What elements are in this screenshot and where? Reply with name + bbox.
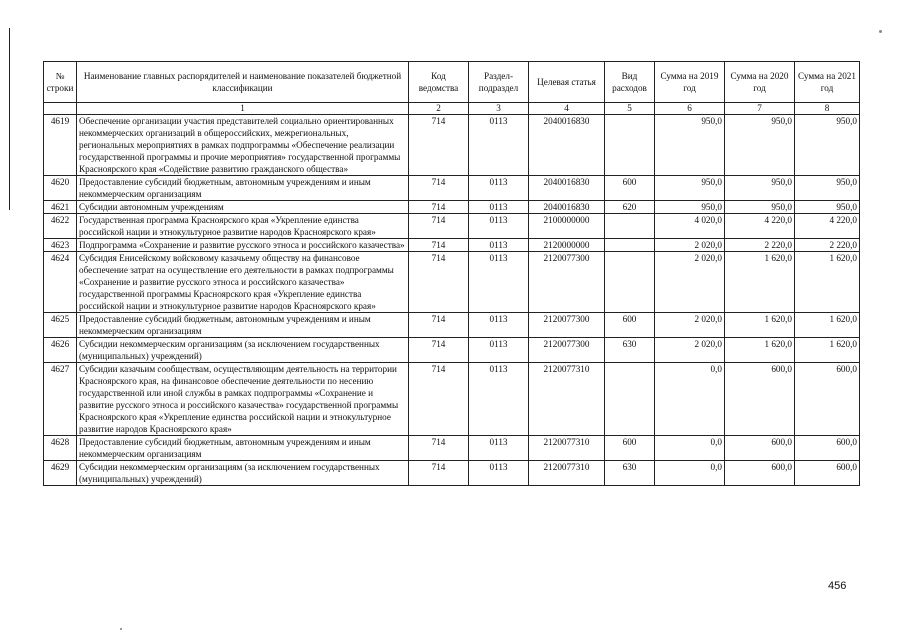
row-number: 4625 xyxy=(44,313,77,338)
row-name: Субсидии некоммерческим организациям (за исключением государственных (муниципальных) учреждений) xyxy=(77,338,409,363)
column-number: 4 xyxy=(529,103,605,115)
sum-2019: 950,0 xyxy=(655,176,725,201)
expense-type xyxy=(605,115,655,176)
header-sum-2020: Сумма на 2020 год xyxy=(725,62,795,103)
header-exp-type: Вид расходов xyxy=(605,62,655,103)
sum-2020: 1 620,0 xyxy=(725,313,795,338)
sum-2019: 950,0 xyxy=(655,115,725,176)
header-row-no: № строки xyxy=(44,62,77,103)
row-number: 4623 xyxy=(44,239,77,252)
row-name: Предоставление субсидий бюджетным, автономным учреждениям и иным некоммерческим организациям xyxy=(77,176,409,201)
sum-2021: 600,0 xyxy=(795,461,860,486)
row-name: Предоставление субсидий бюджетным, автономным учреждениям и иным некоммерческим организациям xyxy=(77,313,409,338)
sum-2020: 4 220,0 xyxy=(725,214,795,239)
table-row xyxy=(44,461,860,486)
sum-2019: 950,0 xyxy=(655,201,725,214)
dept-code: 714 xyxy=(409,363,469,436)
expense-type xyxy=(605,363,655,436)
header-sum-2019: Сумма на 2019 год xyxy=(655,62,725,103)
sum-2019: 0,0 xyxy=(655,363,725,436)
dept-code: 714 xyxy=(409,239,469,252)
column-number: 7 xyxy=(725,103,795,115)
section-code: 0113 xyxy=(469,115,529,176)
sum-2019: 0,0 xyxy=(655,436,725,461)
dept-code: 714 xyxy=(409,436,469,461)
sum-2020: 600,0 xyxy=(725,363,795,436)
target-article: 2100000000 xyxy=(529,214,605,239)
section-code: 0113 xyxy=(469,313,529,338)
row-name: Субсидии некоммерческим организациям (за исключением государственных (муниципальных) учреждений) xyxy=(77,461,409,486)
sum-2020: 600,0 xyxy=(725,461,795,486)
column-number: 6 xyxy=(655,103,725,115)
row-number: 4628 xyxy=(44,436,77,461)
table-row xyxy=(44,252,860,313)
expense-type xyxy=(605,252,655,313)
section-code: 0113 xyxy=(469,436,529,461)
target-article: 2120077310 xyxy=(529,461,605,486)
row-number: 4624 xyxy=(44,252,77,313)
section-code: 0113 xyxy=(469,239,529,252)
target-article: 2120077300 xyxy=(529,252,605,313)
column-number: 5 xyxy=(605,103,655,115)
table-row xyxy=(44,436,860,461)
sum-2020: 950,0 xyxy=(725,115,795,176)
table-row xyxy=(44,239,860,252)
target-article: 2040016830 xyxy=(529,176,605,201)
table-row xyxy=(44,201,860,214)
row-name: Субсидии казачьим сообществам, осуществляющим деятельность на территории Красноярского края, на финансовое обеспечение деятельности по несению государственной или иной службы в рамках подпрограммы «Сохранение и развитие русского этноса и российского казачества» государственной программы Красноярского края «Укрепление единства российской нации и этнокультурное развитие народов Красноярского края» xyxy=(77,363,409,436)
sum-2019: 2 020,0 xyxy=(655,313,725,338)
sum-2020: 600,0 xyxy=(725,436,795,461)
section-code: 0113 xyxy=(469,201,529,214)
scan-mark xyxy=(879,30,882,33)
header-name: Наименование главных распорядителей и наименование показателей бюджетной классификации xyxy=(77,62,409,103)
row-name: Предоставление субсидий бюджетным, автономным учреждениям и иным некоммерческим организациям xyxy=(77,436,409,461)
sum-2020: 950,0 xyxy=(725,176,795,201)
row-number: 4619 xyxy=(44,115,77,176)
row-name: Государственная программа Красноярского края «Укрепление единства российской нации и этнокультурное развитие народов Красноярского края» xyxy=(77,214,409,239)
row-number: 4627 xyxy=(44,363,77,436)
dept-code: 714 xyxy=(409,201,469,214)
dept-code: 714 xyxy=(409,313,469,338)
sum-2020: 950,0 xyxy=(725,201,795,214)
table-row xyxy=(44,115,860,176)
sum-2021: 950,0 xyxy=(795,201,860,214)
sum-2021: 1 620,0 xyxy=(795,252,860,313)
sum-2021: 950,0 xyxy=(795,115,860,176)
section-code: 0113 xyxy=(469,461,529,486)
scan-mark xyxy=(120,628,122,630)
sum-2021: 1 620,0 xyxy=(795,338,860,363)
target-article: 2120077310 xyxy=(529,363,605,436)
column-number: 1 xyxy=(77,103,409,115)
table-row xyxy=(44,363,860,436)
sum-2019: 4 020,0 xyxy=(655,214,725,239)
table-row xyxy=(44,214,860,239)
section-code: 0113 xyxy=(469,338,529,363)
target-article: 2120077300 xyxy=(529,338,605,363)
row-number: 4620 xyxy=(44,176,77,201)
target-article: 2120000000 xyxy=(529,239,605,252)
target-article: 2040016830 xyxy=(529,201,605,214)
row-number: 4629 xyxy=(44,461,77,486)
row-name: Субсидия Енисейскому войсковому казачьему обществу на финансовое обеспечение затрат на осуществление его деятельности в рамках подпрограммы «Сохранение и развитие русского этноса и российского казачества» государственной программы Красноярского края «Укрепление единства российской нации и этнокультурное развитие народов Красноярского края» xyxy=(77,252,409,313)
dept-code: 714 xyxy=(409,461,469,486)
sum-2020: 1 620,0 xyxy=(725,338,795,363)
sum-2019: 2 020,0 xyxy=(655,239,725,252)
row-number: 4621 xyxy=(44,201,77,214)
header-row xyxy=(44,62,860,103)
expense-type: 600 xyxy=(605,436,655,461)
section-code: 0113 xyxy=(469,363,529,436)
header-section: Раздел-подраздел xyxy=(469,62,529,103)
expense-type: 630 xyxy=(605,338,655,363)
dept-code: 714 xyxy=(409,214,469,239)
sum-2021: 2 220,0 xyxy=(795,239,860,252)
row-name: Обеспечение организации участия представителей социально ориентированных некоммерческих организаций в общероссийских, межрегиональных, региональных мероприятиях в рамках подпрограммы «Обеспечение реализации государственной программы и прочие мероприятия» государственной программы Красноярского края «Содействие развитию гражданского общества» xyxy=(77,115,409,176)
table-row xyxy=(44,176,860,201)
row-number: 4626 xyxy=(44,338,77,363)
row-number: 4622 xyxy=(44,214,77,239)
sum-2021: 600,0 xyxy=(795,436,860,461)
header-target: Целевая статья xyxy=(529,62,605,103)
sum-2021: 600,0 xyxy=(795,363,860,436)
column-number: 8 xyxy=(795,103,860,115)
header-dept-code: Код ведомства xyxy=(409,62,469,103)
section-code: 0113 xyxy=(469,214,529,239)
expense-type: 620 xyxy=(605,201,655,214)
table-row xyxy=(44,313,860,338)
section-code: 0113 xyxy=(469,252,529,313)
expense-type xyxy=(605,239,655,252)
sum-2020: 2 220,0 xyxy=(725,239,795,252)
sum-2019: 2 020,0 xyxy=(655,252,725,313)
row-name: Субсидии автономным учреждениям xyxy=(77,201,409,214)
column-number xyxy=(44,103,77,115)
column-number: 2 xyxy=(409,103,469,115)
dept-code: 714 xyxy=(409,115,469,176)
expense-type: 600 xyxy=(605,176,655,201)
target-article: 2120077310 xyxy=(529,436,605,461)
column-number: 3 xyxy=(469,103,529,115)
binding-line xyxy=(9,28,10,210)
row-name: Подпрограмма «Сохранение и развитие русского этноса и российского казачества» xyxy=(77,239,409,252)
expense-type xyxy=(605,214,655,239)
sum-2021: 1 620,0 xyxy=(795,313,860,338)
target-article: 2040016830 xyxy=(529,115,605,176)
dept-code: 714 xyxy=(409,176,469,201)
sum-2021: 950,0 xyxy=(795,176,860,201)
section-code: 0113 xyxy=(469,176,529,201)
expense-type: 600 xyxy=(605,313,655,338)
header-sum-2021: Сумма на 2021 год xyxy=(795,62,860,103)
table-row xyxy=(44,338,860,363)
page-number: 456 xyxy=(828,580,847,592)
sum-2021: 4 220,0 xyxy=(795,214,860,239)
sum-2019: 2 020,0 xyxy=(655,338,725,363)
sum-2019: 0,0 xyxy=(655,461,725,486)
target-article: 2120077300 xyxy=(529,313,605,338)
column-number-row xyxy=(44,103,860,115)
sum-2020: 1 620,0 xyxy=(725,252,795,313)
budget-table xyxy=(43,61,860,486)
dept-code: 714 xyxy=(409,338,469,363)
expense-type: 630 xyxy=(605,461,655,486)
dept-code: 714 xyxy=(409,252,469,313)
